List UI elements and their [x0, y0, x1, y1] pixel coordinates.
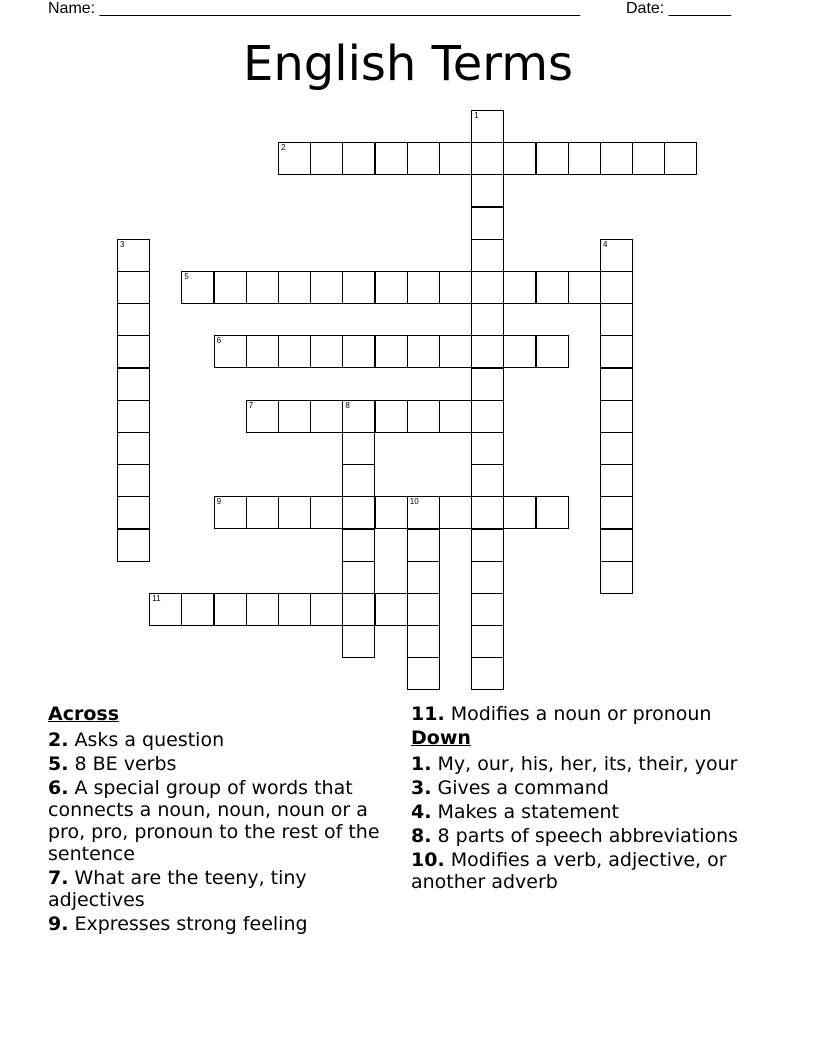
crossword-cell[interactable]: [407, 593, 440, 626]
clue-number-label: 9: [216, 497, 222, 507]
down-clue: [411, 801, 751, 823]
crossword-cell[interactable]: [600, 239, 633, 272]
clue-number: 11.: [411, 703, 445, 725]
crossword-cell[interactable]: [149, 593, 182, 626]
crossword-cell[interactable]: [471, 464, 504, 497]
clues-right-column: [411, 703, 751, 895]
crossword-cell[interactable]: [600, 142, 633, 175]
crossword-cell[interactable]: [342, 593, 375, 626]
crossword-cell[interactable]: [536, 496, 569, 529]
crossword-cell[interactable]: [375, 142, 408, 175]
crossword-cell[interactable]: [407, 529, 440, 562]
crossword-cell[interactable]: [117, 335, 150, 368]
crossword-cell[interactable]: [503, 335, 536, 368]
crossword-cell[interactable]: [600, 464, 633, 497]
clue-text: Asks a question: [74, 729, 225, 751]
clue-number-label: 11: [152, 594, 161, 603]
crossword-cell[interactable]: [407, 142, 440, 175]
crossword-cell[interactable]: [278, 271, 311, 304]
crossword-cell[interactable]: [181, 271, 214, 304]
clue-number: 2.: [48, 729, 69, 751]
crossword-cell[interactable]: [407, 271, 440, 304]
crossword-cell[interactable]: [407, 400, 440, 433]
crossword-cell[interactable]: [342, 400, 375, 433]
crossword-cell[interactable]: [407, 657, 440, 690]
clue-number-label: 3: [120, 239, 125, 249]
crossword-cell[interactable]: [342, 335, 375, 368]
crossword-cell[interactable]: [503, 496, 536, 529]
down-heading: Down: [411, 727, 471, 749]
crossword-cell[interactable]: [278, 142, 311, 175]
crossword-cell[interactable]: [310, 271, 343, 304]
clue-text: A special group of words that connects a noun, noun, noun or a pro, pro, pronoun to the rest of the sentence: [48, 777, 380, 865]
across-clue: [411, 703, 751, 725]
clue-text: Makes a statement: [437, 801, 619, 823]
down-clue: [411, 777, 751, 799]
date-field[interactable]: Date: _______: [626, 0, 731, 17]
crossword-cell[interactable]: [117, 496, 150, 529]
across-clue: [48, 777, 398, 865]
crossword-cell[interactable]: [439, 271, 472, 304]
clue-number: 4.: [411, 801, 432, 823]
crossword-cell[interactable]: [568, 142, 601, 175]
page-title: English Terms: [243, 36, 573, 92]
crossword-cell[interactable]: [310, 335, 343, 368]
clue-number-label: 4: [603, 239, 608, 249]
crossword-cell[interactable]: [471, 110, 504, 143]
crossword-cell[interactable]: [503, 271, 536, 304]
crossword-cell[interactable]: [214, 593, 247, 626]
crossword-cell[interactable]: [600, 271, 633, 304]
clue-number-label: 6: [216, 336, 222, 346]
crossword-cell[interactable]: [375, 593, 408, 626]
crossword-cell[interactable]: [536, 335, 569, 368]
crossword-cell[interactable]: [375, 335, 408, 368]
crossword-cell[interactable]: [342, 529, 375, 562]
clue-text: Modifies a verb, adjective, or another adverb: [411, 849, 727, 893]
crossword-cell[interactable]: [407, 625, 440, 658]
crossword-cell[interactable]: [600, 496, 633, 529]
crossword-cell[interactable]: [278, 496, 311, 529]
clue-text: Expresses strong feeling: [74, 913, 308, 935]
crossword-cell[interactable]: [600, 368, 633, 401]
crossword-cell[interactable]: [536, 271, 569, 304]
clue-number: 5.: [48, 753, 69, 775]
down-clue: [411, 753, 751, 775]
clue-text: Modifies a noun or pronoun: [450, 703, 712, 725]
clue-number-label: 10: [409, 497, 419, 507]
crossword-cell[interactable]: [342, 561, 375, 594]
clue-number: 7.: [48, 867, 69, 889]
clue-number: 6.: [48, 777, 69, 799]
crossword-cell[interactable]: [342, 496, 375, 529]
clue-text: Gives a command: [437, 777, 609, 799]
crossword-cell[interactable]: [471, 335, 504, 368]
crossword-cell[interactable]: [246, 400, 279, 433]
clue-number: 9.: [48, 913, 69, 935]
across-heading: Across: [48, 703, 120, 725]
crossword-cell[interactable]: [246, 271, 279, 304]
across-clue: [48, 913, 398, 935]
crossword-cell[interactable]: [439, 400, 472, 433]
clue-number-label: 7: [248, 400, 254, 410]
crossword-cell[interactable]: [600, 529, 633, 562]
crossword-cell[interactable]: [181, 593, 214, 626]
crossword-cell[interactable]: [342, 432, 375, 465]
crossword-cell[interactable]: [342, 625, 375, 658]
down-clue: [411, 825, 751, 847]
crossword-cell[interactable]: [568, 271, 601, 304]
clue-number-label: 8: [345, 400, 350, 410]
crossword-cell[interactable]: [471, 174, 504, 207]
crossword-cell[interactable]: [439, 142, 472, 175]
crossword-cell[interactable]: [310, 593, 343, 626]
crossword-cell[interactable]: [439, 496, 472, 529]
clue-number-label: 5: [184, 272, 189, 281]
crossword-cell[interactable]: [471, 400, 504, 433]
crossword-cell[interactable]: [375, 496, 408, 529]
crossword-cell[interactable]: [117, 400, 150, 433]
crossword-cell[interactable]: [342, 271, 375, 304]
clue-number-label: 2: [281, 143, 286, 153]
clue-text: 8 BE verbs: [74, 753, 177, 775]
crossword-cell[interactable]: [117, 464, 150, 497]
crossword-cell[interactable]: [471, 303, 504, 336]
across-clue: [48, 729, 398, 751]
crossword-cell[interactable]: [407, 496, 440, 529]
crossword-cell[interactable]: [471, 432, 504, 465]
crossword-cell[interactable]: [503, 142, 536, 175]
crossword-cell[interactable]: [471, 207, 504, 240]
crossword-cell[interactable]: [600, 561, 633, 594]
crossword-cell[interactable]: [117, 239, 150, 272]
crossword-cell[interactable]: [246, 335, 279, 368]
header: [48, 0, 748, 22]
crossword-cell[interactable]: [375, 271, 408, 304]
crossword-cell[interactable]: [632, 142, 665, 175]
crossword-cell[interactable]: [310, 400, 343, 433]
across-clue: [48, 867, 398, 911]
crossword-cell[interactable]: [471, 142, 504, 175]
clue-text: 8 parts of speech abbreviations: [437, 825, 739, 847]
down-clue: [411, 849, 751, 893]
crossword-cell[interactable]: [278, 593, 311, 626]
crossword-cell[interactable]: [246, 593, 279, 626]
clue-number: 8.: [411, 825, 432, 847]
crossword-cell[interactable]: [600, 432, 633, 465]
crossword-cell[interactable]: [117, 432, 150, 465]
crossword-cell[interactable]: [214, 271, 247, 304]
name-field[interactable]: Name: ______________________________________________________: [48, 0, 581, 17]
crossword-cell[interactable]: [471, 625, 504, 658]
crossword-cell[interactable]: [117, 303, 150, 336]
crossword-cell[interactable]: [342, 142, 375, 175]
clues-left-column: [48, 703, 398, 937]
crossword-cell[interactable]: [214, 335, 247, 368]
crossword-cell[interactable]: [117, 368, 150, 401]
across-clue: [48, 753, 398, 775]
crossword-cell[interactable]: [342, 464, 375, 497]
crossword-cell[interactable]: [600, 335, 633, 368]
clue-text: My, our, his, her, its, their, your: [437, 753, 738, 775]
clue-text: What are the teeny, tiny adjectives: [48, 867, 307, 911]
crossword-cell[interactable]: [310, 142, 343, 175]
crossword-cell[interactable]: [471, 593, 504, 626]
crossword-cell[interactable]: [471, 496, 504, 529]
crossword-cell[interactable]: [278, 335, 311, 368]
crossword-cell[interactable]: [246, 496, 279, 529]
crossword-cell[interactable]: [600, 400, 633, 433]
clue-number: 3.: [411, 777, 432, 799]
crossword-cell[interactable]: [278, 400, 311, 433]
crossword-cell[interactable]: [471, 657, 504, 690]
crossword-cell[interactable]: [310, 496, 343, 529]
crossword-cell[interactable]: [471, 529, 504, 562]
crossword-cell[interactable]: [471, 561, 504, 594]
crossword-cell[interactable]: [214, 496, 247, 529]
crossword-cell[interactable]: [439, 335, 472, 368]
crossword-cell[interactable]: [664, 142, 697, 175]
crossword-cell[interactable]: [407, 561, 440, 594]
crossword-cell[interactable]: [407, 335, 440, 368]
clue-number-label: 1: [474, 111, 479, 120]
crossword-cell[interactable]: [117, 529, 150, 562]
crossword-cell[interactable]: [375, 400, 408, 433]
clue-number: 1.: [411, 753, 432, 775]
crossword-cell[interactable]: [600, 303, 633, 336]
crossword-cell[interactable]: [471, 271, 504, 304]
clue-number: 10.: [411, 849, 445, 871]
crossword-cell[interactable]: [471, 239, 504, 272]
crossword-cell[interactable]: [471, 368, 504, 401]
crossword-cell[interactable]: [117, 271, 150, 304]
crossword-cell[interactable]: [536, 142, 569, 175]
